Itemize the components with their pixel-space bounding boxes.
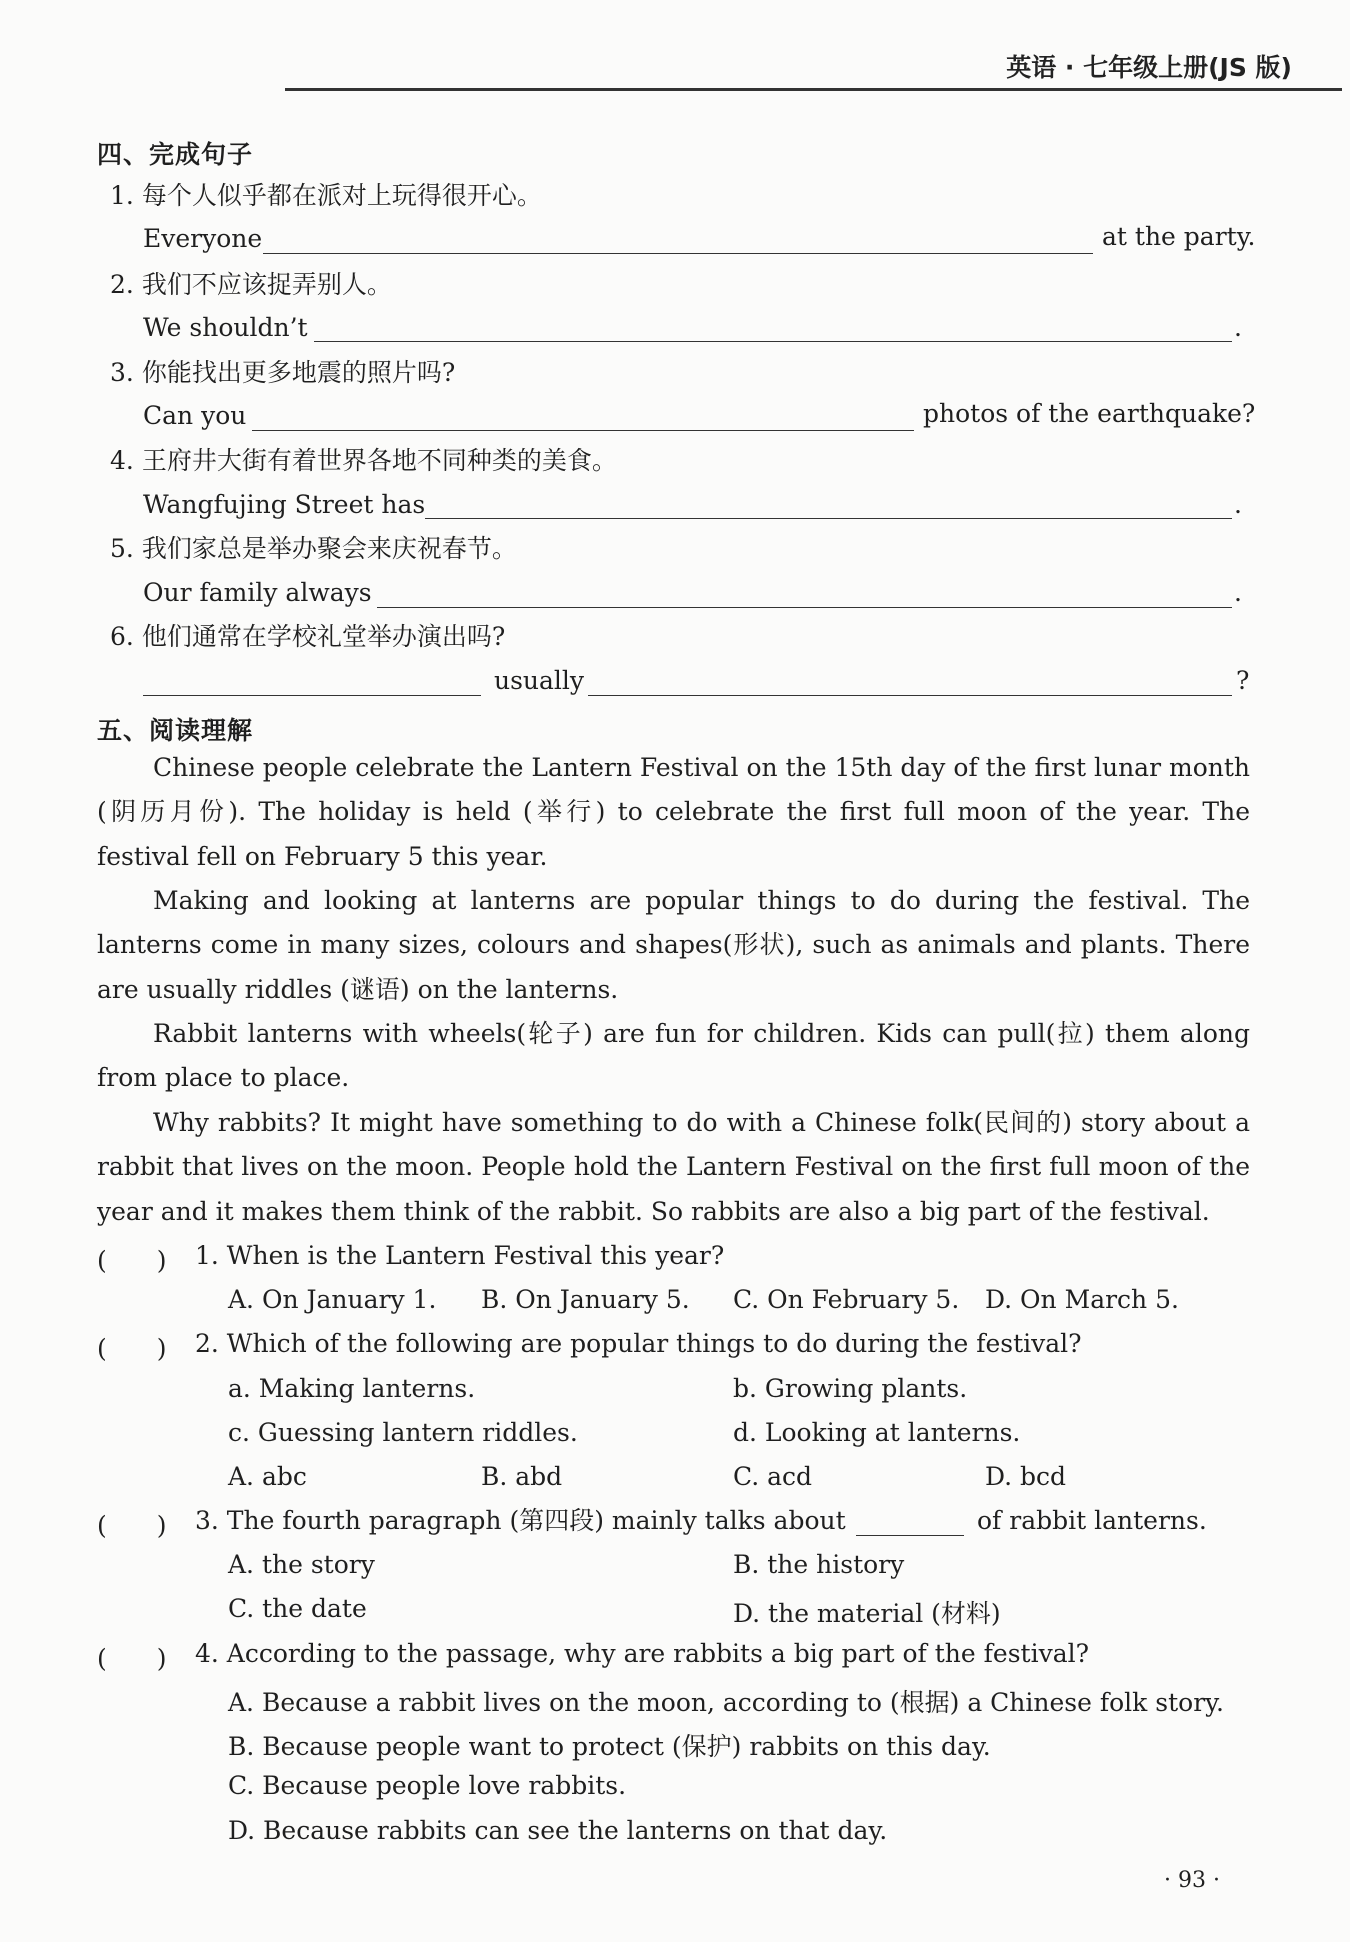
s4-item-2-zh: 2. 我们不应该捉弄别人。 (110, 270, 392, 299)
q2-option-a[interactable]: A. abc (228, 1462, 307, 1491)
passage-paragraph-1: Chinese people celebrate the Lantern Festival on the 15th day of the first lunar month (阴历月份). The holiday is held (举行) to celebrate the first full moon of the year. The festival fell on February 5 this year. (97, 753, 1250, 871)
s4-item-1-blank[interactable] (263, 253, 1093, 254)
s4-item-6-blank-1[interactable] (143, 695, 481, 696)
q2-answer-paren[interactable]: ( ) (97, 1334, 167, 1363)
q4-answer-paren[interactable]: ( ) (97, 1644, 167, 1673)
q2-sub-c: c. Guessing lantern riddles. (228, 1418, 578, 1447)
q1-option-c[interactable]: C. On February 5. (733, 1285, 960, 1314)
s4-item-5-prefix: Our family always (143, 578, 372, 607)
s4-item-3-blank[interactable] (252, 430, 914, 431)
q2-sub-d: d. Looking at lanterns. (733, 1418, 1021, 1447)
s4-item-6-blank-2[interactable] (588, 695, 1232, 696)
s4-item-3-zh: 3. 你能找出更多地震的照片吗? (110, 358, 456, 387)
s4-item-2-prefix: We shouldn’t (143, 313, 308, 342)
q1-answer-paren[interactable]: ( ) (97, 1246, 167, 1275)
q3-option-c[interactable]: C. the date (228, 1594, 367, 1623)
passage-paragraph-4: Why rabbits? It might have something to do with a Chinese folk(民间的) story about a rabbit that lives on the moon. People hold the Lantern Festival on the first full moon of the year and it makes them think of the rabbit. So rabbits are also a big part of the festival. (97, 1108, 1250, 1226)
q3-stem-suffix: of rabbit lanterns. (977, 1506, 1207, 1535)
q4-option-a[interactable]: A. Because a rabbit lives on the moon, according to (根据) a Chinese folk story. (228, 1688, 1224, 1717)
q1-option-b[interactable]: B. On January 5. (481, 1285, 690, 1314)
passage-paragraph-3: Rabbit lanterns with wheels(轮子) are fun for children. Kids can pull(拉) them along from place to place. (97, 1019, 1250, 1093)
q4-option-b[interactable]: B. Because people want to protect (保护) rabbits on this day. (228, 1732, 991, 1761)
q1-option-a[interactable]: A. On January 1. (228, 1285, 437, 1314)
q3-answer-paren[interactable]: ( ) (97, 1511, 167, 1540)
q3-option-d[interactable]: D. the material (材料) (733, 1599, 1001, 1628)
s4-item-4-blank[interactable] (425, 518, 1232, 519)
q3-stem: 3. The fourth paragraph (第四段) mainly talks about (195, 1506, 846, 1535)
s4-item-3-prefix: Can you (143, 401, 247, 430)
s4-item-4-suffix: . (1234, 490, 1242, 519)
s4-item-4-prefix: Wangfujing Street has (143, 490, 426, 519)
q2-option-b[interactable]: B. abd (481, 1462, 563, 1491)
q3-stem-blank[interactable] (856, 1535, 964, 1536)
q1-option-d[interactable]: D. On March 5. (985, 1285, 1179, 1314)
page-number: · 93 · (1164, 1868, 1220, 1893)
q2-option-d[interactable]: D. bcd (985, 1462, 1067, 1491)
s4-item-6-middle: usually (494, 666, 585, 695)
s4-item-3-suffix: photos of the earthquake? (923, 399, 1256, 428)
s4-item-6-suffix: ? (1236, 666, 1250, 695)
q3-option-a[interactable]: A. the story (228, 1550, 375, 1579)
q3-option-b[interactable]: B. the history (733, 1550, 905, 1579)
passage-paragraph-2: Making and looking at lanterns are popular things to do during the festival. The lanterns come in many sizes, colours and shapes(形状), such as animals and plants. There are usually riddles (谜语) on the lanterns. (97, 886, 1250, 1004)
section-5-title: 五、阅读理解 (97, 716, 254, 745)
q1-stem: 1. When is the Lantern Festival this year? (195, 1241, 725, 1270)
s4-item-1-prefix: Everyone (143, 224, 263, 253)
section-4-title: 四、完成句子 (97, 140, 254, 169)
q4-option-c[interactable]: C. Because people love rabbits. (228, 1771, 627, 1800)
s4-item-4-zh: 4. 王府井大街有着世界各地不同种类的美食。 (110, 446, 617, 475)
q2-stem: 2. Which of the following are popular things to do during the festival? (195, 1329, 1082, 1358)
page-header: 英语 · 七年级上册(JS 版) (1006, 53, 1292, 82)
header-rule (285, 88, 1342, 91)
q2-sub-a: a. Making lanterns. (228, 1374, 476, 1403)
s4-item-2-suffix: . (1234, 313, 1242, 342)
q2-sub-b: b. Growing plants. (733, 1374, 968, 1403)
q2-option-c[interactable]: C. acd (733, 1462, 813, 1491)
s4-item-6-zh: 6. 他们通常在学校礼堂举办演出吗? (110, 622, 506, 651)
s4-item-5-blank[interactable] (377, 607, 1232, 608)
s4-item-2-blank[interactable] (314, 341, 1232, 342)
s4-item-5-zh: 5. 我们家总是举办聚会来庆祝春节。 (110, 534, 517, 563)
s4-item-1-zh: 1. 每个人似乎都在派对上玩得很开心。 (110, 181, 542, 210)
q4-stem: 4. According to the passage, why are rabbits a big part of the festival? (195, 1639, 1089, 1668)
q4-option-d[interactable]: D. Because rabbits can see the lanterns on that day. (228, 1816, 888, 1845)
s4-item-1-suffix: at the party. (1102, 222, 1256, 251)
s4-item-5-suffix: . (1234, 578, 1242, 607)
